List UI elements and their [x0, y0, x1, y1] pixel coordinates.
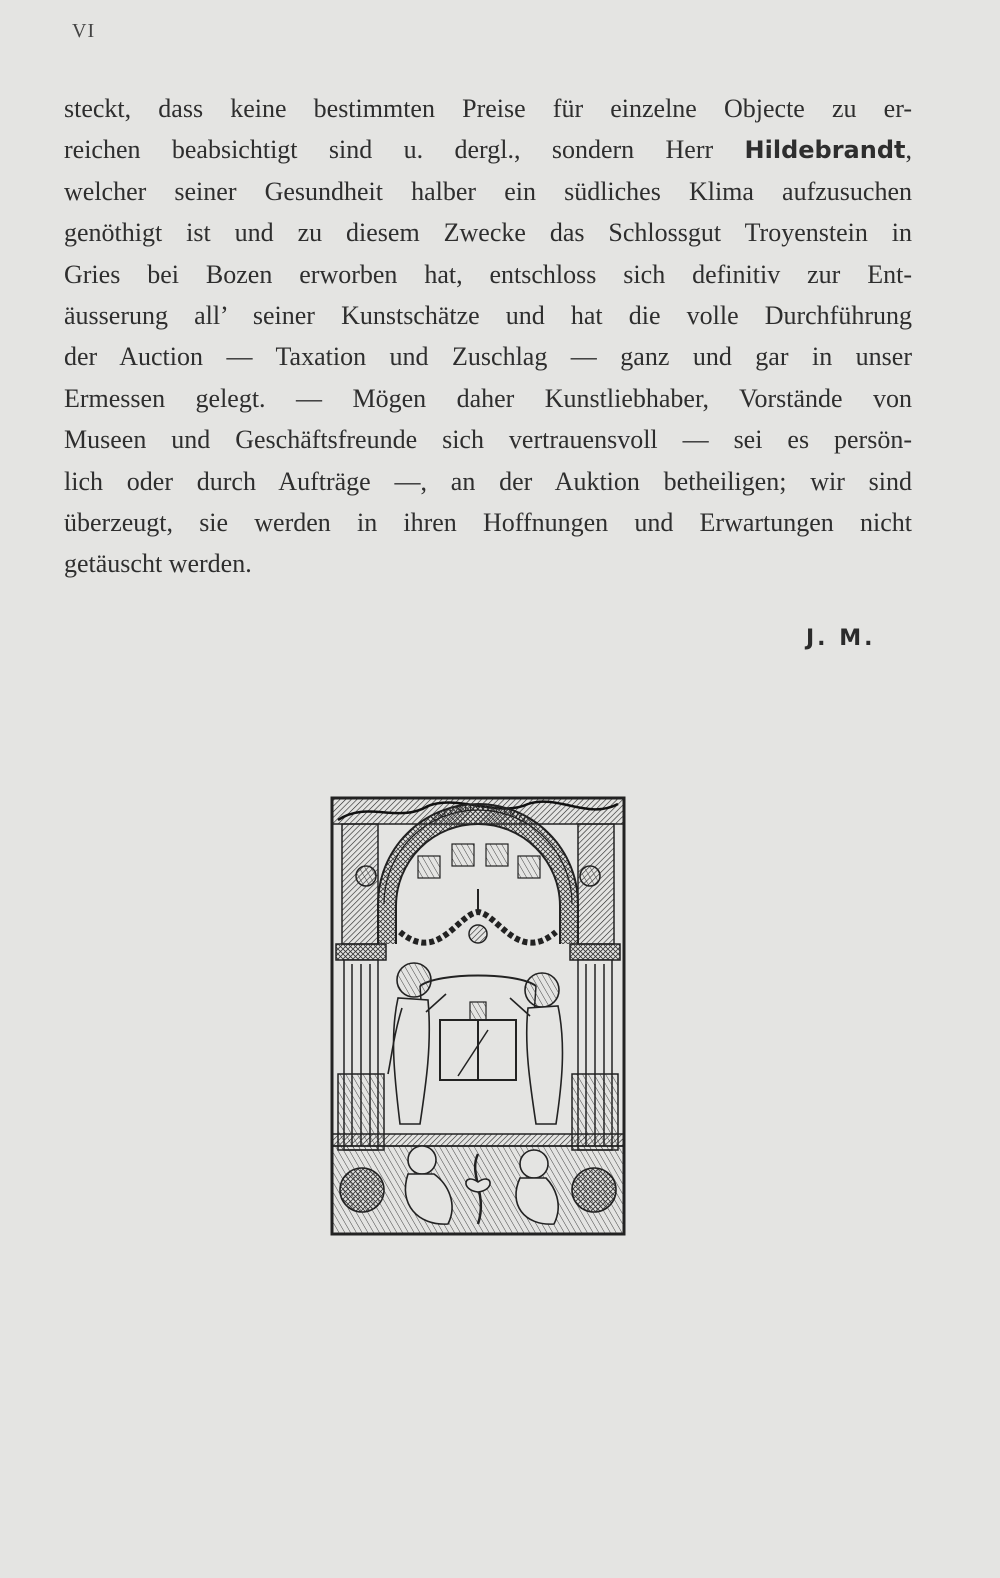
text-segment: äusserung all’ seiner Kunstschätze und hat die volle Durchführung — [64, 300, 912, 330]
text-segment: der Auction — Taxation und Zuschlag — ganz und gar in unser — [64, 342, 912, 372]
text-segment: genöthigt ist und zu diesem Zwecke das Schlossgut Troyenstein in — [64, 218, 912, 248]
text-segment: lich oder durch Aufträge —, an der Auktion betheiligen; wir sind — [64, 466, 912, 496]
text-segment: reichen beabsichtigt sind u. dergl., sondern Herr — [64, 135, 745, 165]
text-line — [64, 419, 912, 460]
text-line — [64, 336, 912, 377]
text-line — [64, 171, 912, 212]
text-line — [64, 295, 912, 336]
text-segment: steckt, dass keine bestimmten Preise für einzelne Objecte zu er- — [64, 94, 912, 123]
body-paragraph — [64, 88, 912, 585]
text-line — [64, 212, 912, 253]
text-line — [64, 129, 912, 170]
bold-name: Hildebrandt — [744, 136, 906, 165]
printer-mark-illustration — [328, 794, 628, 1238]
text-segment: welcher seiner Gesundheit halber ein südliches Klima aufzusuchen — [64, 176, 912, 206]
text-segment: überzeugt, sie werden in ihren Hoffnungen und Erwartungen nicht — [64, 507, 912, 537]
text-line — [64, 254, 912, 295]
text-line — [64, 378, 912, 419]
text-segment: Gries bei Bozen erworben hat, entschloss sich definitiv zur Ent- — [64, 259, 912, 289]
page-number: VI — [72, 20, 96, 42]
signature: J. M. — [806, 626, 876, 651]
text-segment: Ermessen gelegt. — Mögen daher Kunstliebhaber, Vorstände von — [64, 383, 912, 413]
text-segment: Museen und Geschäftsfreunde sich vertrauensvoll — sei es persön- — [64, 425, 912, 455]
text-line — [64, 543, 912, 584]
text-line — [64, 461, 912, 502]
text-segment: getäuscht werden. — [64, 549, 252, 579]
printer-mark-banner: VALENTINVS CVRIO — [428, 801, 528, 826]
text-segment: , — [905, 135, 912, 165]
printer-mark-woodcut — [328, 794, 628, 1238]
text-line — [64, 88, 912, 129]
text-line — [64, 502, 912, 543]
